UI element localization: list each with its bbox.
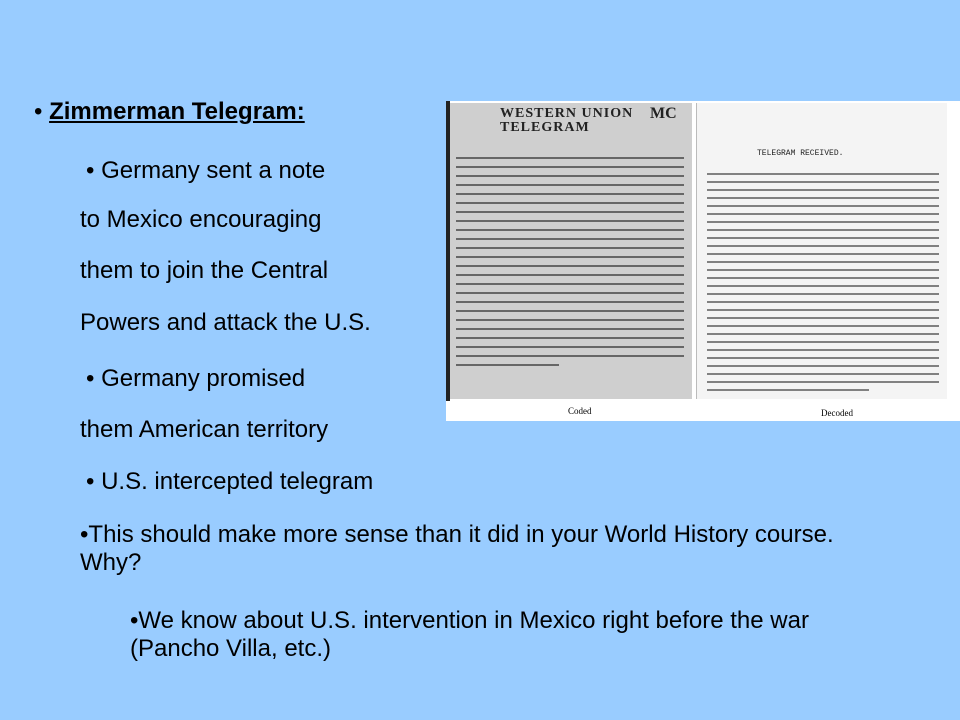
decoded-text-rows xyxy=(707,173,939,397)
text-line-4: Powers and attack the U.S. xyxy=(80,309,371,336)
coded-caption: Coded xyxy=(568,406,592,416)
question-text: •This should make more sense than it did in your World History course. Why? xyxy=(80,521,834,576)
answer-text: •We know about U.S. intervention in Mexico right before the war (Pancho Villa, etc.) xyxy=(130,607,809,662)
text-line-6: them American territory xyxy=(80,416,329,443)
decoded-telegram-header: TELEGRAM RECEIVED. xyxy=(757,149,844,158)
coded-number-rows xyxy=(456,157,684,373)
coded-telegram-header: WESTERN UNION TELEGRAM xyxy=(500,106,634,135)
telegram-stamp: MC xyxy=(650,105,677,122)
text-line-2: to Mexico encouraging xyxy=(80,206,322,233)
heading-bullet: • xyxy=(34,98,43,125)
bullet-line-7: • U.S. intercepted telegram xyxy=(86,468,374,495)
slide-heading: Zimmerman Telegram: xyxy=(49,98,305,125)
decoded-caption: Decoded xyxy=(821,408,853,418)
decoded-telegram xyxy=(696,103,947,399)
zimmerman-telegram-image xyxy=(446,101,960,421)
text-line-3: them to join the Central xyxy=(80,257,329,284)
coded-telegram xyxy=(450,103,692,399)
heading-line xyxy=(34,98,305,126)
bullet-line-5: • Germany promised xyxy=(86,365,306,392)
bullet-line-1: • Germany sent a note xyxy=(86,157,326,184)
